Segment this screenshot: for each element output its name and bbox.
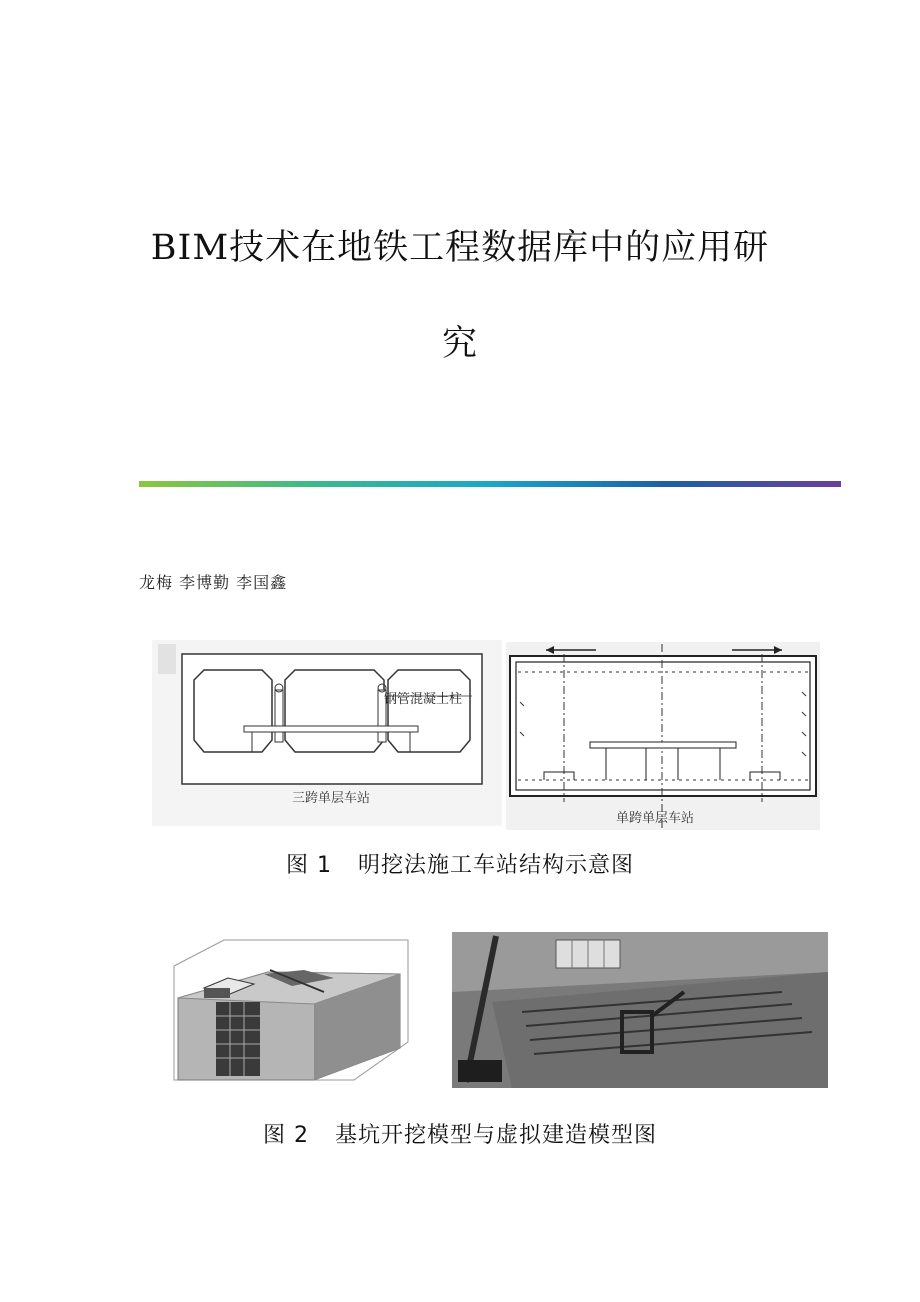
- figure-2-caption-text: 基坑开挖模型与虚拟建造模型图: [334, 1123, 657, 1148]
- figure-2-right-panel: [452, 932, 828, 1088]
- virtual-construction-model: [452, 932, 828, 1088]
- figure-1-caption: [0, 848, 920, 879]
- gradient-divider: [139, 481, 841, 487]
- figure-2-caption: [0, 1118, 920, 1149]
- figure-2-number: 图 2: [262, 1123, 309, 1148]
- annotation-steel-column: 钢管混凝土柱: [384, 692, 463, 707]
- figure-1-left-panel: [152, 640, 502, 826]
- figure-1-right-panel: [506, 642, 820, 830]
- single-span-station-diagram: [506, 642, 820, 830]
- three-span-station-diagram: [152, 640, 502, 826]
- figure-1-number: 图 1: [285, 853, 332, 878]
- author-list: 龙梅 李博勤 李国鑫: [139, 573, 288, 592]
- paper-title-line-2: 究: [441, 324, 478, 364]
- figure-1-right-label: 单跨单层车站: [616, 811, 695, 826]
- figure-2-left-panel: [164, 930, 444, 1094]
- pit-excavation-model: [164, 930, 444, 1094]
- paper-title-line-1: BIM技术在地铁工程数据库中的应用研: [150, 228, 770, 268]
- figure-1-left-label: 三跨单层车站: [292, 791, 371, 806]
- figure-1-caption-text: 明挖法施工车站结构示意图: [357, 853, 634, 878]
